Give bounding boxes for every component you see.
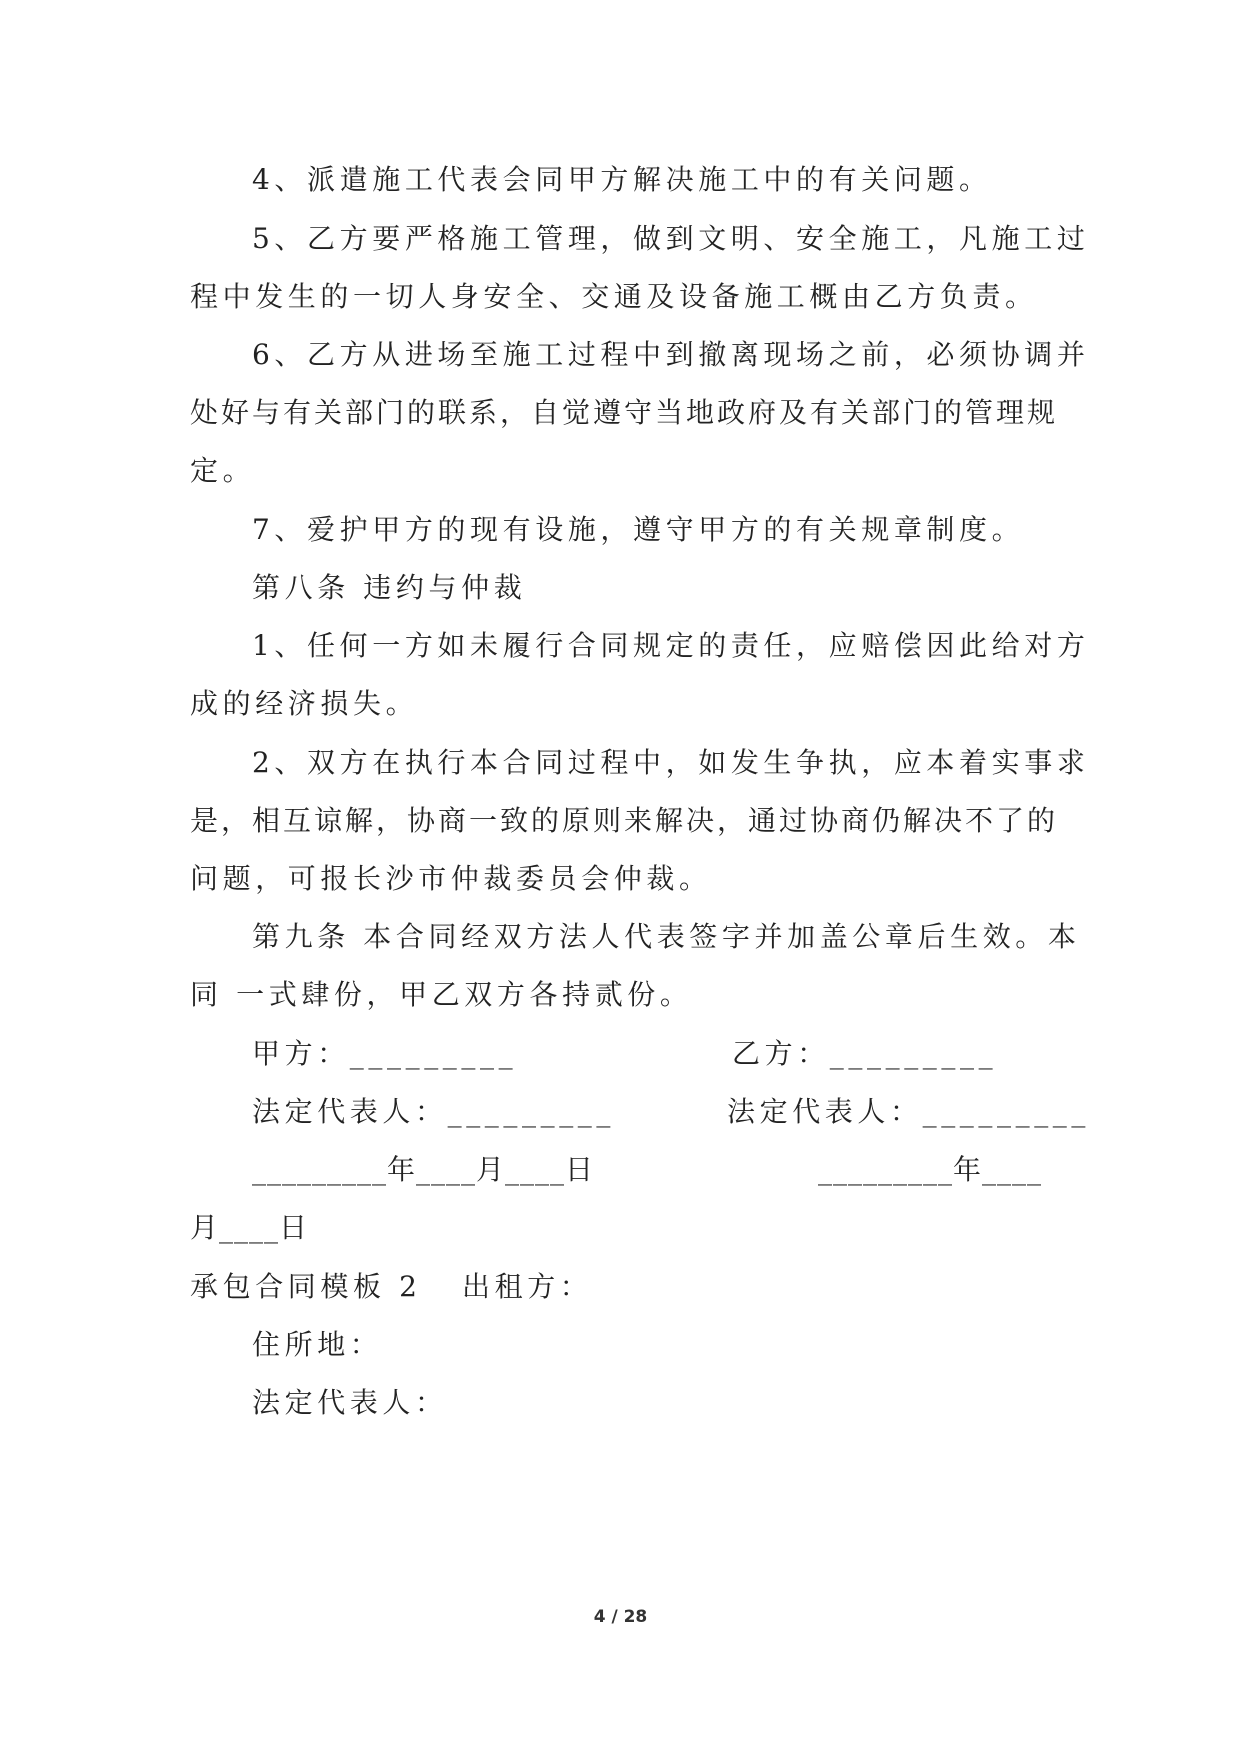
- clause-8-item-1-line-2: 成的经济损失。: [190, 687, 419, 720]
- clause-8-item-1-line-1: 1、任何一方如未履行合同规定的责任，应赔偿因此给对方: [252, 629, 1090, 662]
- party-a-representative: 法定代表人：_________: [252, 1095, 616, 1128]
- clause-7-item-7: 7、爱护甲方的现有设施，遵守甲方的有关规章制度。: [252, 513, 1025, 546]
- clause-9-line-1: 第九条 本合同经双方法人代表签字并加盖公章后生效。本: [252, 920, 1081, 953]
- address-label: 住所地：: [252, 1328, 383, 1361]
- clause-7-item-6-line-3: 定。: [190, 454, 256, 487]
- template-2-heading: 承包合同模板 2: [190, 1270, 422, 1303]
- clause-7-item-6-line-2: 处好与有关部门的联系，自觉遵守当地政府及有关部门的管理规: [190, 396, 1059, 429]
- clause-7-item-5-line-2: 程中发生的一切人身安全、交通及设备施工概由乙方负责。: [190, 280, 1038, 313]
- clause-8-item-2-line-1: 2、双方在执行本合同过程中，如发生争执，应本着实事求: [252, 746, 1090, 779]
- party-b-date-continued: 月____日: [190, 1211, 309, 1244]
- representative-label: 法定代表人：: [252, 1386, 448, 1419]
- party-b-representative: 法定代表人：_________: [727, 1095, 1091, 1128]
- party-b-date: _________年____: [818, 1153, 1043, 1186]
- clause-8-heading: 第八条 违约与仲裁: [252, 571, 527, 604]
- party-b-signature: 乙方：_________: [732, 1037, 998, 1070]
- clause-8-item-2-line-3: 问题，可报长沙市仲裁委员会仲裁。: [190, 862, 712, 895]
- party-a-date: _________年____月____日: [252, 1153, 595, 1186]
- clause-8-item-2-line-2: 是，相互谅解，协商一致的原则来解决，通过协商仍解决不了的: [190, 804, 1059, 837]
- clause-9-line-2: 同 一式肆份，甲乙双方各持贰份。: [190, 978, 693, 1011]
- clause-7-item-6-line-1: 6、乙方从进场至施工过程中到撤离现场之前，必须协调并: [252, 338, 1090, 371]
- clause-7-item-5-line-1: 5、乙方要严格施工管理，做到文明、安全施工，凡施工过: [252, 222, 1090, 255]
- party-a-signature: 甲方：_________: [252, 1037, 518, 1070]
- lessor-label: 出租方：: [462, 1270, 593, 1303]
- clause-7-item-4: 4、派遣施工代表会同甲方解决施工中的有关问题。: [252, 163, 992, 196]
- page-number: 4 / 28: [593, 1607, 648, 1627]
